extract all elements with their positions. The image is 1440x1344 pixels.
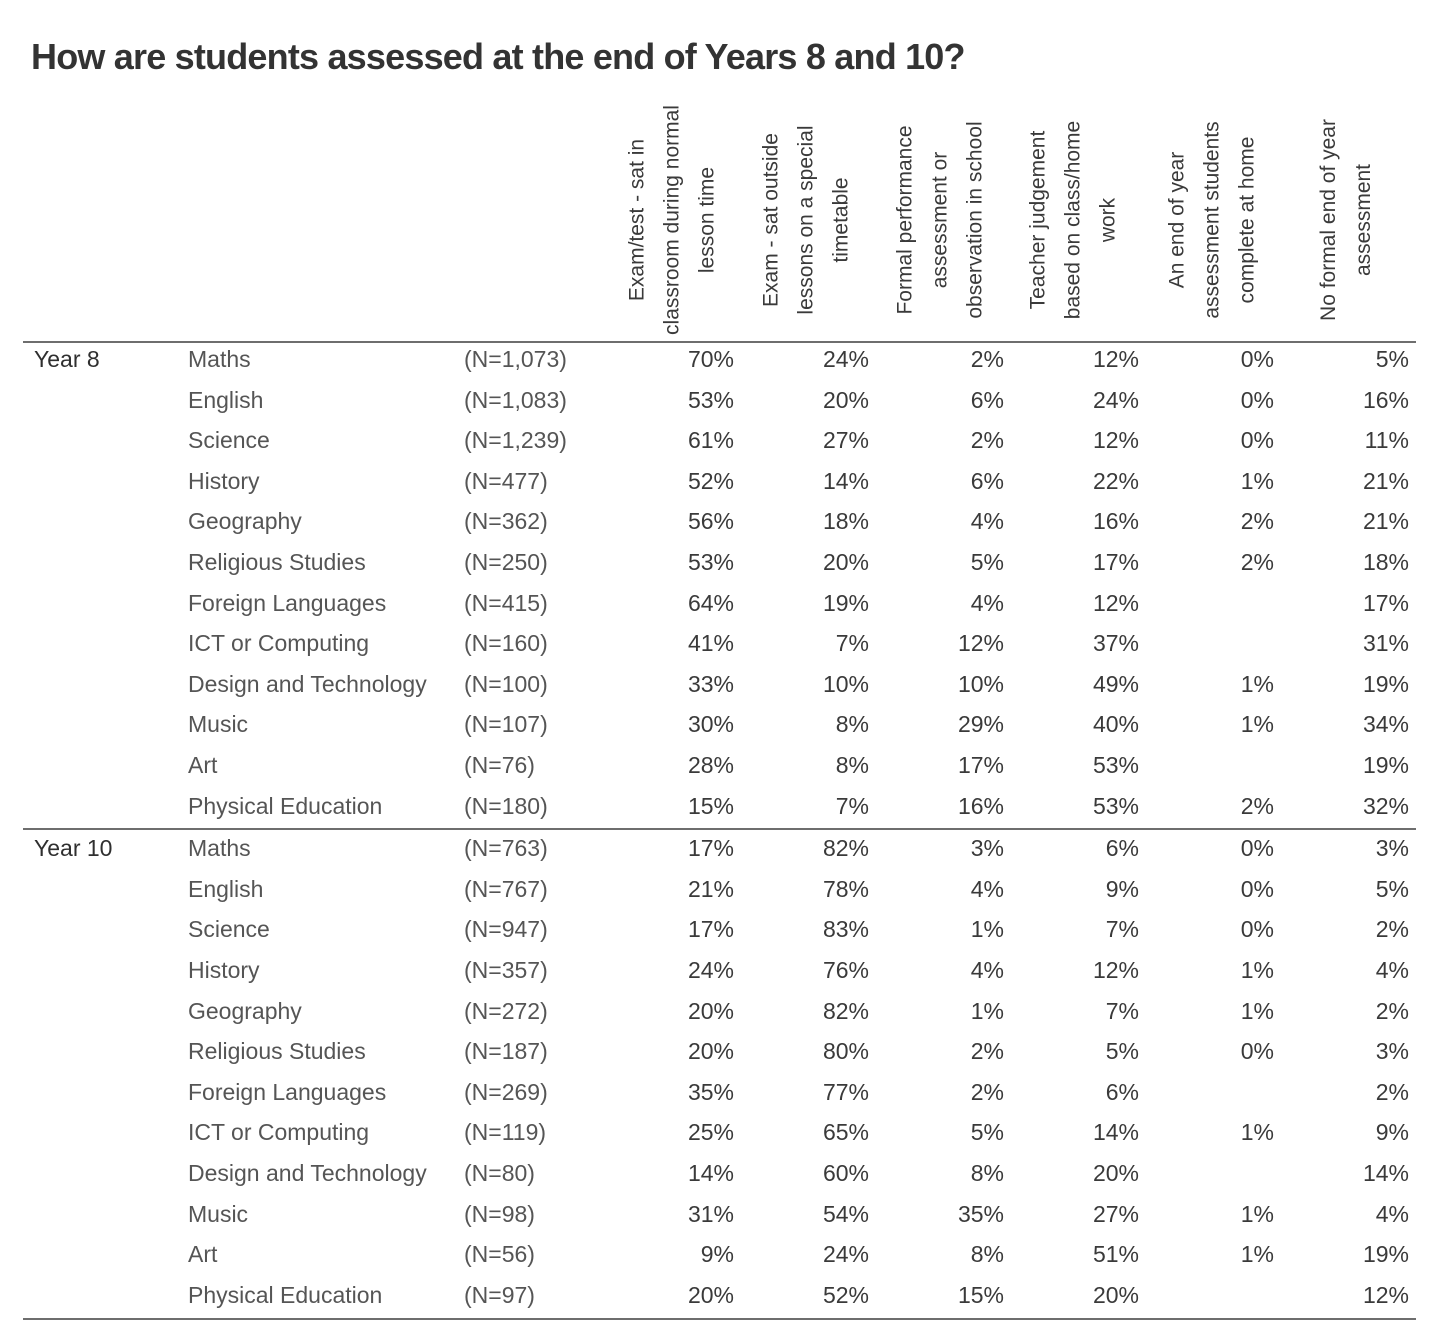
value-cell: 4% <box>970 957 1004 983</box>
value-cell: 6% <box>970 387 1004 413</box>
value-cell: 2% <box>970 427 1004 453</box>
value-cell: 34% <box>1362 711 1409 737</box>
subject-label: Foreign Languages <box>188 1079 387 1105</box>
value-cell: 32% <box>1362 793 1409 819</box>
value-cell: 9% <box>1375 1119 1409 1145</box>
value-cell: 1% <box>1240 1119 1274 1145</box>
value-cell: 21% <box>1362 468 1409 494</box>
value-cell: 19% <box>1362 1241 1409 1267</box>
column-header <box>613 100 731 340</box>
value-cell: 1% <box>970 916 1004 942</box>
value-cell: 64% <box>687 590 734 616</box>
value-cell: 20% <box>687 1282 734 1308</box>
value-cell: 4% <box>1375 957 1409 983</box>
value-cell: 41% <box>687 630 734 656</box>
table-row <box>0 468 1440 508</box>
value-cell: 31% <box>687 1201 734 1227</box>
value-cell: 14% <box>1092 1119 1139 1145</box>
value-cell: 6% <box>1105 1079 1139 1105</box>
column-header-label: Exam - sat outside lessons on a special timetable <box>759 125 853 315</box>
value-cell: 53% <box>1092 793 1139 819</box>
table-row <box>0 711 1440 751</box>
value-cell: 51% <box>1092 1241 1139 1267</box>
value-cell: 54% <box>822 1201 869 1227</box>
table-row <box>0 752 1440 792</box>
value-cell: 29% <box>957 711 1004 737</box>
sample-size: (N=97) <box>464 1282 535 1308</box>
value-cell: 24% <box>1092 387 1139 413</box>
value-cell: 16% <box>957 793 1004 819</box>
sample-size: (N=76) <box>464 752 535 778</box>
value-cell: 19% <box>1362 671 1409 697</box>
subject-label: ICT or Computing <box>188 630 370 656</box>
value-cell: 2% <box>1375 998 1409 1024</box>
subject-label: Physical Education <box>188 793 383 819</box>
table-row <box>0 793 1440 833</box>
group-label: Year 10 <box>34 835 113 861</box>
value-cell: 12% <box>1092 427 1139 453</box>
subject-label: ICT or Computing <box>188 1119 370 1145</box>
value-cell: 53% <box>1092 752 1139 778</box>
value-cell: 27% <box>1092 1201 1139 1227</box>
group-divider <box>605 341 1416 343</box>
subject-label: Design and Technology <box>188 671 427 697</box>
value-cell: 17% <box>957 752 1004 778</box>
value-cell: 1% <box>1240 671 1274 697</box>
value-cell: 56% <box>687 508 734 534</box>
subject-label: English <box>188 387 264 413</box>
sample-size: (N=56) <box>464 1241 535 1267</box>
value-cell: 16% <box>1092 508 1139 534</box>
value-cell: 60% <box>822 1160 869 1186</box>
value-cell: 80% <box>822 1038 869 1064</box>
value-cell: 5% <box>1105 1038 1139 1064</box>
subject-label: Art <box>188 752 218 778</box>
table-row <box>0 387 1440 427</box>
table-row <box>0 916 1440 956</box>
sample-size: (N=160) <box>464 630 548 656</box>
sample-size: (N=362) <box>464 508 548 534</box>
table-row <box>0 835 1440 875</box>
subject-label: Foreign Languages <box>188 590 387 616</box>
value-cell: 12% <box>1092 590 1139 616</box>
subject-label: Maths <box>188 346 251 372</box>
value-cell: 6% <box>1105 835 1139 861</box>
value-cell: 22% <box>1092 468 1139 494</box>
sample-size: (N=947) <box>464 916 548 942</box>
table-row <box>0 1079 1440 1119</box>
sample-size: (N=100) <box>464 671 548 697</box>
value-cell: 70% <box>687 346 734 372</box>
value-cell: 1% <box>1240 957 1274 983</box>
value-cell: 2% <box>1375 916 1409 942</box>
value-cell: 53% <box>687 549 734 575</box>
value-cell: 4% <box>970 876 1004 902</box>
value-cell: 7% <box>1105 998 1139 1024</box>
value-cell: 76% <box>822 957 869 983</box>
table-row <box>0 1241 1440 1281</box>
value-cell: 12% <box>1092 346 1139 372</box>
value-cell: 61% <box>687 427 734 453</box>
subject-label: Religious Studies <box>188 549 366 575</box>
value-cell: 14% <box>822 468 869 494</box>
subject-label: Geography <box>188 998 302 1024</box>
value-cell: 2% <box>1375 1079 1409 1105</box>
subject-label: History <box>188 957 260 983</box>
subject-label: Maths <box>188 835 251 861</box>
value-cell: 2% <box>970 346 1004 372</box>
value-cell: 2% <box>970 1079 1004 1105</box>
value-cell: 8% <box>835 752 869 778</box>
value-cell: 4% <box>1375 1201 1409 1227</box>
value-cell: 78% <box>822 876 869 902</box>
sample-size: (N=119) <box>464 1119 547 1145</box>
sample-size: (N=180) <box>464 793 548 819</box>
sample-size: (N=80) <box>464 1160 535 1186</box>
column-header-label: Formal performance assessment or observation in school <box>893 121 987 319</box>
value-cell: 20% <box>1092 1282 1139 1308</box>
table-row <box>0 671 1440 711</box>
table-bottom-rule <box>605 1318 1416 1320</box>
value-cell: 4% <box>970 508 1004 534</box>
column-header-label: Exam/test - sat in classroom during normal lesson time <box>625 105 719 335</box>
value-cell: 82% <box>822 835 869 861</box>
value-cell: 3% <box>1375 1038 1409 1064</box>
value-cell: 37% <box>1092 630 1139 656</box>
value-cell: 5% <box>1375 346 1409 372</box>
value-cell: 17% <box>1092 549 1139 575</box>
value-cell: 1% <box>1240 998 1274 1024</box>
value-cell: 21% <box>1362 508 1409 534</box>
column-header-label: No formal end of year assessment <box>1317 119 1375 321</box>
table-row <box>0 998 1440 1038</box>
table-row <box>0 957 1440 997</box>
column-header <box>881 100 999 340</box>
value-cell: 5% <box>1375 876 1409 902</box>
value-cell: 52% <box>822 1282 869 1308</box>
subject-label: Music <box>188 711 249 737</box>
sample-size: (N=269) <box>464 1079 548 1105</box>
value-cell: 17% <box>1362 590 1409 616</box>
value-cell: 21% <box>687 876 734 902</box>
column-header <box>747 100 865 340</box>
value-cell: 20% <box>822 387 869 413</box>
value-cell: 1% <box>970 998 1004 1024</box>
column-header-label: An end of year assessment students complete at home <box>1165 121 1259 319</box>
value-cell: 3% <box>1375 835 1409 861</box>
value-cell: 40% <box>1092 711 1139 737</box>
subject-label: Art <box>188 1241 218 1267</box>
value-cell: 11% <box>1364 427 1409 453</box>
value-cell: 12% <box>1362 1282 1409 1308</box>
column-header <box>1153 100 1271 340</box>
subject-label: Religious Studies <box>188 1038 366 1064</box>
value-cell: 8% <box>970 1241 1004 1267</box>
table-bottom-rule <box>23 1318 605 1320</box>
value-cell: 49% <box>1092 671 1139 697</box>
value-cell: 20% <box>687 1038 734 1064</box>
table-row <box>0 508 1440 548</box>
value-cell: 14% <box>1362 1160 1409 1186</box>
table-row <box>0 1201 1440 1241</box>
sample-size: (N=250) <box>464 549 548 575</box>
value-cell: 12% <box>957 630 1004 656</box>
value-cell: 1% <box>1240 1201 1274 1227</box>
column-header <box>1287 100 1405 340</box>
group-divider <box>23 828 605 830</box>
sample-size: (N=107) <box>464 711 548 737</box>
value-cell: 0% <box>1240 876 1274 902</box>
value-cell: 1% <box>1240 1241 1274 1267</box>
value-cell: 19% <box>1362 752 1409 778</box>
subject-label: History <box>188 468 260 494</box>
value-cell: 24% <box>822 1241 869 1267</box>
value-cell: 2% <box>1240 793 1274 819</box>
sample-size: (N=357) <box>464 957 548 983</box>
value-cell: 30% <box>687 711 734 737</box>
value-cell: 52% <box>687 468 734 494</box>
value-cell: 0% <box>1240 346 1274 372</box>
value-cell: 27% <box>822 427 869 453</box>
value-cell: 18% <box>822 508 869 534</box>
value-cell: 12% <box>1092 957 1139 983</box>
subject-label: English <box>188 876 264 902</box>
table-row <box>0 1282 1440 1322</box>
value-cell: 20% <box>1092 1160 1139 1186</box>
chart-title: How are students assessed at the end of Years 8 and 10? <box>31 36 965 77</box>
value-cell: 35% <box>957 1201 1004 1227</box>
value-cell: 77% <box>822 1079 869 1105</box>
value-cell: 8% <box>970 1160 1004 1186</box>
value-cell: 7% <box>835 793 869 819</box>
group-label: Year 8 <box>34 346 100 372</box>
sample-size: (N=1,083) <box>464 387 567 413</box>
subject-label: Geography <box>188 508 302 534</box>
value-cell: 4% <box>970 590 1004 616</box>
value-cell: 1% <box>1240 711 1274 737</box>
value-cell: 8% <box>835 711 869 737</box>
value-cell: 0% <box>1240 835 1274 861</box>
value-cell: 5% <box>970 549 1004 575</box>
value-cell: 83% <box>822 916 869 942</box>
value-cell: 24% <box>822 346 869 372</box>
value-cell: 20% <box>822 549 869 575</box>
sample-size: (N=98) <box>464 1201 535 1227</box>
subject-label: Music <box>188 1201 249 1227</box>
value-cell: 82% <box>822 998 869 1024</box>
value-cell: 28% <box>687 752 734 778</box>
value-cell: 10% <box>822 671 869 697</box>
table-row <box>0 1119 1440 1159</box>
table-row <box>0 427 1440 467</box>
value-cell: 15% <box>957 1282 1004 1308</box>
sample-size: (N=763) <box>464 835 548 861</box>
table-row <box>0 549 1440 589</box>
table-row <box>0 1160 1440 1200</box>
value-cell: 0% <box>1240 916 1274 942</box>
value-cell: 10% <box>957 671 1004 697</box>
value-cell: 15% <box>687 793 734 819</box>
value-cell: 33% <box>687 671 734 697</box>
value-cell: 9% <box>1105 876 1139 902</box>
value-cell: 3% <box>970 835 1004 861</box>
sample-size: (N=477) <box>464 468 548 494</box>
subject-label: Science <box>188 427 270 453</box>
column-header <box>1014 100 1132 340</box>
value-cell: 2% <box>970 1038 1004 1064</box>
value-cell: 25% <box>687 1119 734 1145</box>
value-cell: 6% <box>970 468 1004 494</box>
value-cell: 14% <box>687 1160 734 1186</box>
sample-size: (N=767) <box>464 876 548 902</box>
value-cell: 19% <box>822 590 869 616</box>
value-cell: 5% <box>970 1119 1004 1145</box>
value-cell: 65% <box>822 1119 869 1145</box>
table-row <box>0 1038 1440 1078</box>
table-row <box>0 590 1440 630</box>
sample-size: (N=272) <box>464 998 548 1024</box>
sample-size: (N=1,239) <box>464 427 567 453</box>
value-cell: 0% <box>1240 387 1274 413</box>
sample-size: (N=187) <box>464 1038 548 1064</box>
value-cell: 17% <box>687 916 734 942</box>
group-divider <box>23 341 605 343</box>
value-cell: 20% <box>687 998 734 1024</box>
value-cell: 0% <box>1240 1038 1274 1064</box>
value-cell: 53% <box>687 387 734 413</box>
value-cell: 18% <box>1362 549 1409 575</box>
table-row <box>0 876 1440 916</box>
value-cell: 31% <box>1362 630 1409 656</box>
value-cell: 17% <box>687 835 734 861</box>
group-divider <box>605 828 1416 830</box>
value-cell: 9% <box>700 1241 734 1267</box>
subject-label: Design and Technology <box>188 1160 427 1186</box>
value-cell: 24% <box>687 957 734 983</box>
value-cell: 7% <box>835 630 869 656</box>
sample-size: (N=1,073) <box>464 346 567 372</box>
value-cell: 7% <box>1105 916 1139 942</box>
column-header-label: Teacher judgement based on class/home work <box>1026 120 1120 320</box>
subject-label: Physical Education <box>188 1282 383 1308</box>
subject-label: Science <box>188 916 270 942</box>
value-cell: 2% <box>1240 549 1274 575</box>
value-cell: 0% <box>1240 427 1274 453</box>
sample-size: (N=415) <box>464 590 548 616</box>
value-cell: 1% <box>1240 468 1274 494</box>
value-cell: 16% <box>1362 387 1409 413</box>
table-row <box>0 630 1440 670</box>
table-row <box>0 346 1440 386</box>
value-cell: 35% <box>687 1079 734 1105</box>
value-cell: 2% <box>1240 508 1274 534</box>
